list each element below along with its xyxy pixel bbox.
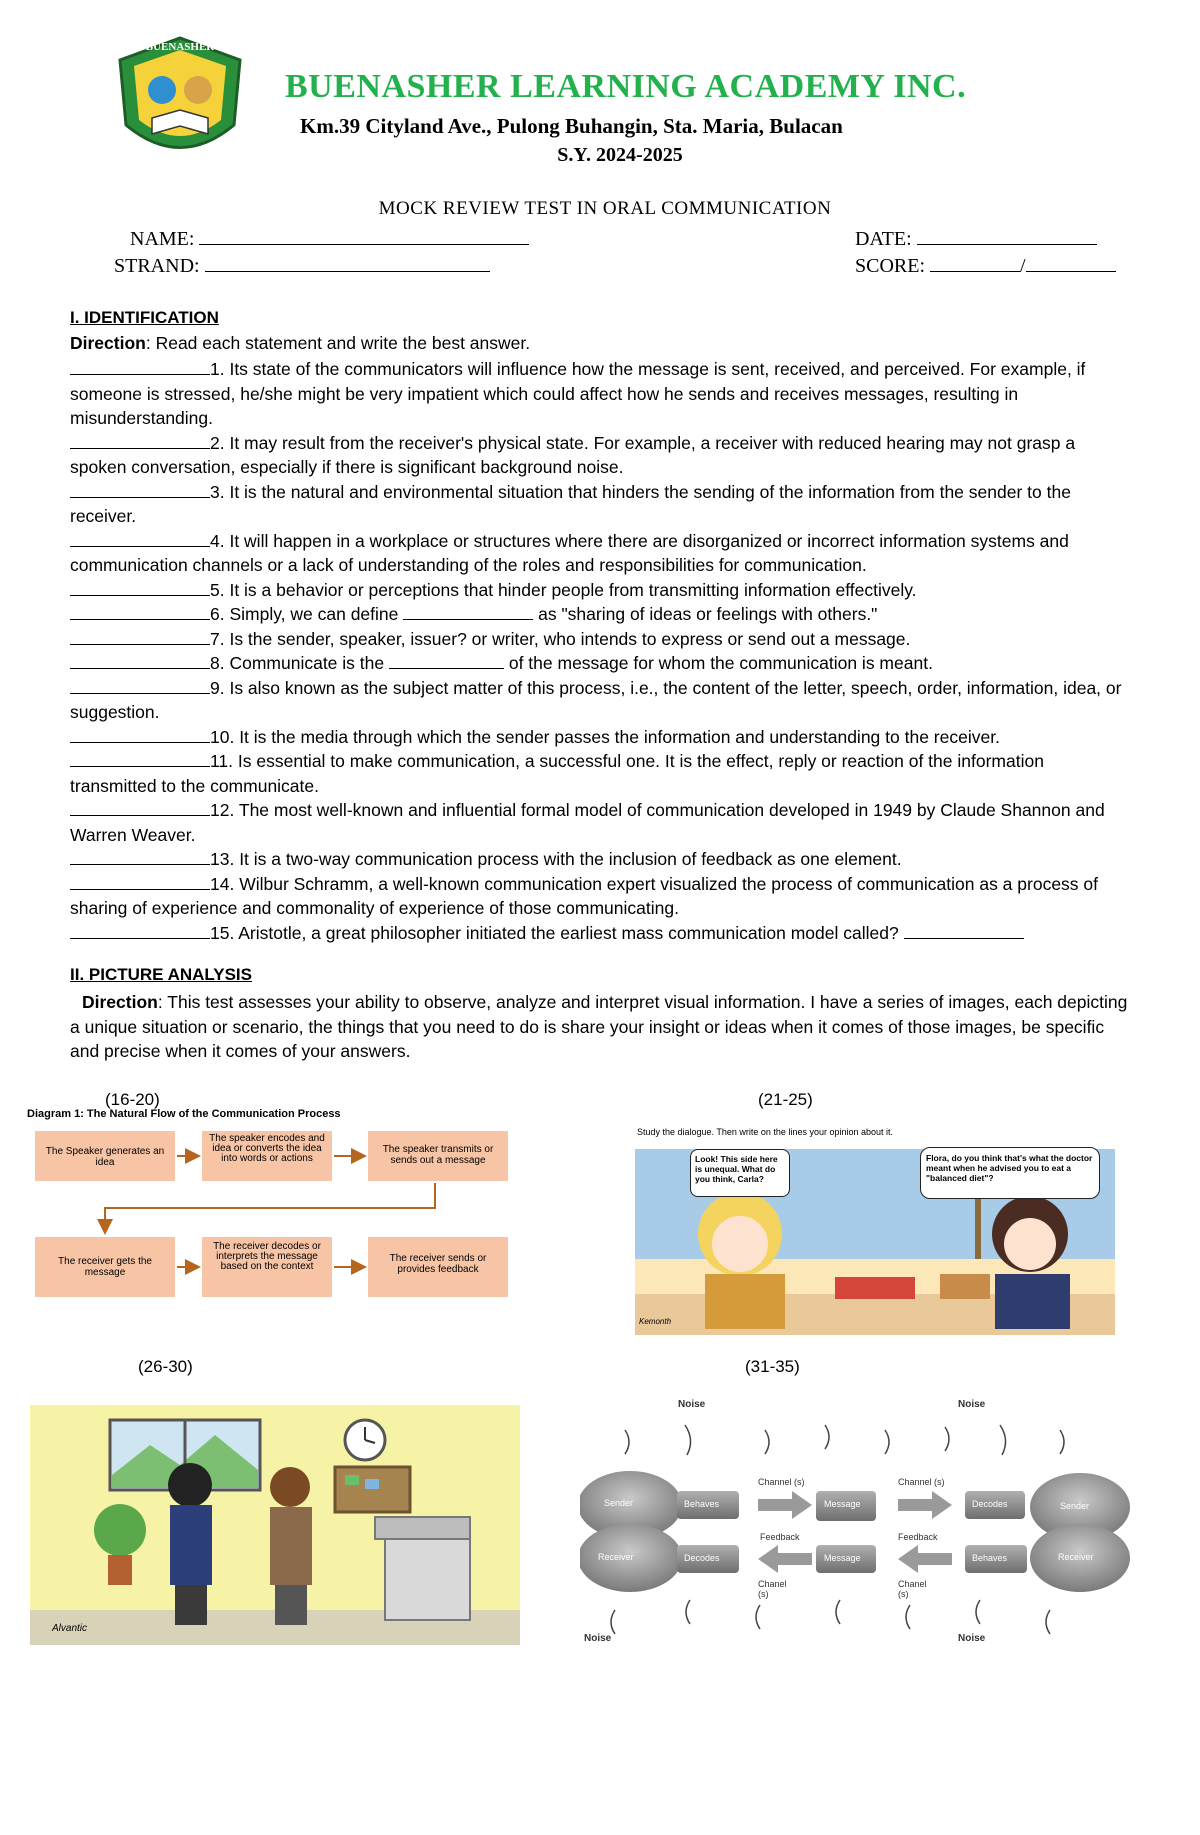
strand-line[interactable] [205,253,490,272]
logo-text-bottom: LEARNING ACADEMY [136,153,224,162]
answer-blank[interactable] [70,359,210,375]
model-canvas [580,1395,1130,1655]
section-identification-title: I. IDENTIFICATION [70,308,219,327]
answer-blank[interactable] [70,849,210,865]
list-item [70,529,1130,578]
list-item [70,749,1130,798]
list-item [70,480,1130,529]
feedback-label-2: Feedback [898,1532,938,1542]
channel-label-2: Channel (s) [898,1477,945,1487]
answer-blank[interactable] [70,923,210,939]
item-text: 9. Is also known as the subject matter of this process, i.e., the content of the letter, speech, order, information, idea, or suggestion. [70,677,1122,722]
communication-model-diagram [580,1395,1130,1655]
item-text: 10. It is the media through which the sender passes the information and understanding to the receiver. [210,726,1000,747]
answer-blank[interactable] [70,751,210,767]
answer-blank[interactable] [70,678,210,694]
chanel-label-1: Chanel (s) [758,1579,787,1599]
speech-bubble-left: Look! This side here is unequal. What do you think, Carla? [690,1149,790,1197]
noise-label-2: Noise [958,1399,986,1410]
item-text: 11. Is essential to make communication, a successful one. It is the effect, reply or reaction of the information transmitted to the communicate. [70,751,1044,796]
item-text: 14. Wilbur Schramm, a well-known communication expert visualized the process of communication as a process of sharing of experience and commonality of experience of those communicating. [70,873,1099,918]
answer-blank[interactable] [70,653,210,669]
office-cartoon [30,1405,520,1645]
chanel-label-2: Chanel (s) [898,1579,927,1599]
item-text: 4. It will happen in a workplace or structures where there are disorganized or incorrect information systems and communication channels or a lack of understanding of the roles and responsibilities for communication. [70,530,1069,575]
list-item [70,627,1130,652]
section-picture-analysis-title: II. PICTURE ANALYSIS [70,965,252,984]
diagram-title: Diagram 1: The Natural Flow of the Communication Process [27,1108,341,1120]
score-label: SCORE: [855,255,926,277]
caption-31-35: (31-35) [745,1357,800,1376]
strand-field [114,253,490,278]
score-line-b[interactable] [1026,253,1116,272]
caption-16-20: (16-20) [105,1090,160,1109]
direction-label: Direction [70,333,146,353]
dialogue-cartoon [635,1125,1115,1335]
list-item [70,872,1130,921]
item-text: 15. Aristotle, a great philosopher initiated the earliest mass communication model called? [210,922,899,943]
answer-blank[interactable] [70,604,210,620]
strand-label: STRAND: [114,255,200,277]
feedback-label-1: Feedback [760,1532,800,1542]
flow-box-3-text: The speaker transmits or sends out a message [382,1144,494,1166]
office-canvas [30,1405,520,1645]
item-text: 1. Its state of the communicators will influence how the message is sent, received, and perceived. For example, if someone is stressed, he/she might be very impatient which could affect how he sends and receives messages, resulting in misunderstanding. [70,359,1086,428]
message-label-1: Message [824,1499,861,1509]
answer-blank[interactable] [70,531,210,547]
receiver-label-left: Receiver [598,1552,634,1562]
receiver-label-right: Receiver [1058,1552,1094,1562]
cartoon-signature: Kemonth [639,1317,672,1326]
score-field [855,253,1116,278]
section1-direction [70,333,530,354]
identification-items [70,357,1130,945]
list-item [70,431,1130,480]
answer-blank[interactable] [70,629,210,645]
item-text: 7. Is the sender, speaker, issuer? or writer, who intends to express or send out a message. [210,628,911,649]
item-text-after: of the message for whom the communication is meant. [503,653,933,673]
list-item [70,725,1130,750]
school-year: S.Y. 2024-2025 [557,144,683,166]
answer-blank[interactable] [70,580,210,596]
answer-blank[interactable] [70,433,210,449]
direction-text: : This test assesses your ability to observe, analyze and interpret visual information. I have a series of images, each depicting a unique situation or scenario, the things that you need to do is share your insight or ideas when it comes of those images, be specific and precise when it comes of your answers. [70,992,1128,1061]
answer-blank[interactable] [70,874,210,890]
item-text: 5. It is a behavior or perceptions that hinder people from transmitting information effectively. [210,579,917,600]
item-text: 2. It may result from the receiver's physical state. For example, a receiver with reduced hearing may not grasp a spoken conversation, especially if there is significant background noise. [70,432,1076,477]
office-signature: Alvantic [52,1623,88,1634]
noise-label-4: Noise [958,1633,986,1644]
direction-label: Direction [82,992,158,1012]
date-label: DATE: [855,228,912,250]
school-address: Km.39 Cityland Ave., Pulong Buhangin, Sta. Maria, Bulacan [300,114,843,138]
logo-text-top: BUENASHER [145,41,215,53]
item-text: 3. It is the natural and environmental situation that hinders the sending of the information from the sender to the receiver. [70,481,1071,526]
item-text-after: as "sharing of ideas or feelings with others." [533,604,878,624]
speech-bubble-right: Flora, do you think that's what the doctor meant when he advised you to eat a "balanced diet"? [920,1147,1100,1199]
noise-label-3: Noise [584,1633,612,1644]
inline-blank[interactable] [904,923,1024,939]
list-item [70,798,1130,847]
caption-21-25: (21-25) [758,1090,813,1109]
flow-box-6-text: The receiver sends or provides feedback [389,1253,487,1275]
sender-label-right: Sender [1060,1501,1090,1511]
test-title: MOCK REVIEW TEST IN ORAL COMMUNICATION [378,198,832,219]
flow-box-4-text: The receiver gets the message [58,1256,152,1278]
item-text: 6. Simply, we can define [210,604,399,624]
answer-blank[interactable] [70,727,210,743]
behaves-label-1: Behaves [684,1499,720,1509]
score-separator: / [1020,255,1026,277]
list-item [70,921,1130,946]
noise-label-1: Noise [678,1399,706,1410]
answer-blank[interactable] [70,482,210,498]
decodes-label-1: Decodes [684,1553,720,1563]
direction-text: : Read each statement and write the best answer. [145,333,531,353]
item-text: 13. It is a two-way communication process with the inclusion of feedback as one element. [210,849,902,869]
item-text: 12. The most well-known and influential formal model of communication developed in 1949 by Claude Shannon and Warren Weaver. [70,800,1105,845]
behaves-label-2: Behaves [972,1553,1008,1563]
list-item [70,676,1130,725]
channel-label-1: Channel (s) [758,1477,805,1487]
flow-box-5-text: The receiver decodes or interprets the message based on the context [213,1241,321,1272]
caption-26-30: (26-30) [138,1357,193,1376]
communication-process-diagram [25,1108,520,1313]
date-line[interactable] [917,226,1097,245]
decodes-label-2: Decodes [972,1499,1008,1509]
list-item [70,578,1130,603]
name-field [130,226,529,251]
sender-label-left: Sender [604,1498,634,1508]
list-item [70,602,1130,627]
message-label-2: Message [824,1553,861,1563]
date-field [855,226,1097,251]
inline-blank[interactable] [389,653,504,669]
flow-box-2-text: The speaker encodes and idea or converts the idea into words or actions [209,1133,325,1164]
list-item [70,357,1130,431]
list-item [70,651,1130,676]
list-item [70,847,1130,872]
score-line-a[interactable] [930,253,1020,272]
answer-blank[interactable] [70,800,210,816]
flow-box-1-text: The Speaker generates an idea [45,1146,165,1168]
section2-direction [70,990,1135,1064]
cartoon-instruction: Study the dialogue. Then write on the lines your opinion about it. [637,1127,894,1137]
school-name: BUENASHER LEARNING ACADEMY INC. [285,68,967,105]
item-text: 8. Communicate is the [210,653,385,673]
name-line[interactable] [199,226,529,245]
name-label: NAME: [130,228,195,250]
inline-blank[interactable] [403,604,533,620]
